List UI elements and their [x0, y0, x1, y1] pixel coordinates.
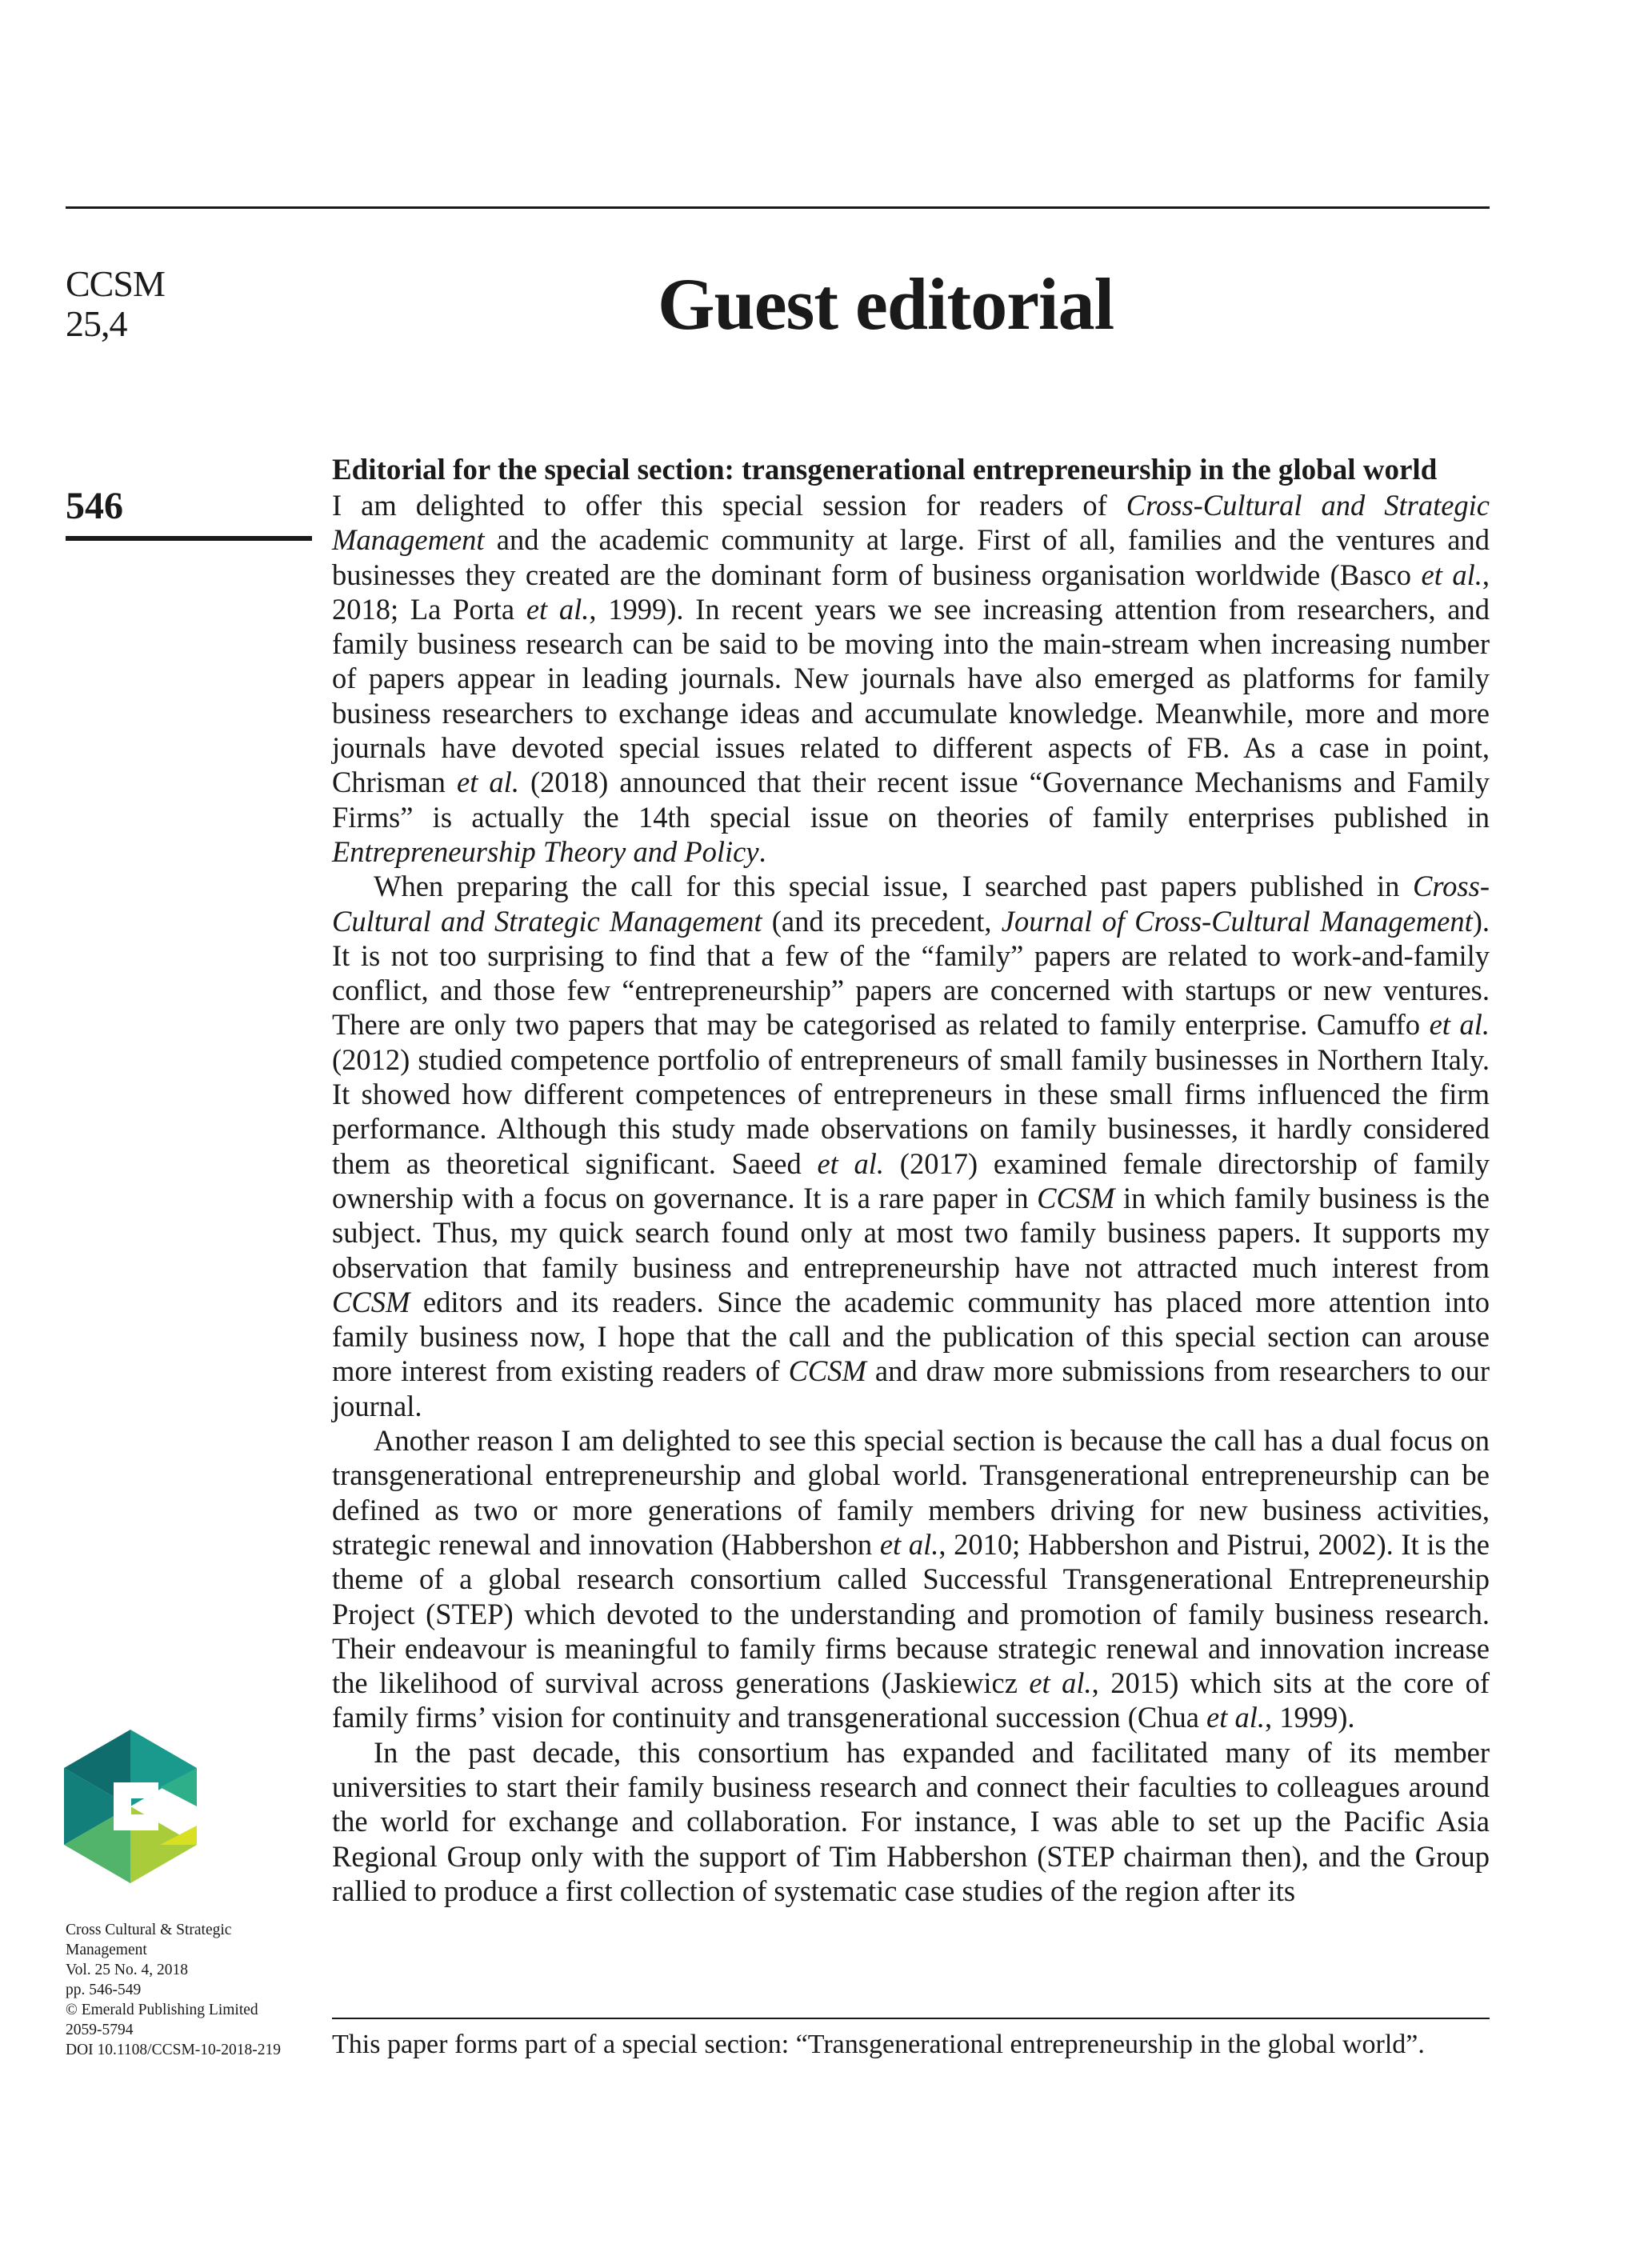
volume-issue: 25,4	[66, 303, 127, 344]
journal-code	[66, 264, 165, 344]
italic-run: Entrepreneurship Theory and Policy	[332, 834, 759, 868]
italic-run: et al.	[879, 1527, 939, 1561]
italic-run: et al.	[1029, 1666, 1092, 1700]
paragraph	[332, 1423, 1490, 1735]
text-run: , 1999). In recent years we see increasing attention from researchers, and family business research can be said to be moving into the main-stream when increasing number of papers appear in leading journals. New journals have also emerged as platforms for family business researchers to exchange ideas and accumulate knowledge. Meanwhile, more and more journals have devoted special issues related to different aspects of FB. As a case in point, Chrisman	[332, 592, 1490, 799]
page-range: pp. 546-549	[66, 1982, 142, 1998]
text-run: , 2010; Habbershon and Pistrui, 2002). It is the theme of a global research consortium called Successful Transgenerational Entrepreneurship Project (STEP) which devoted to the understanding and promotion of family business research. Their endeavour is meaningful to family firms because strategic renewal and innovation increase the likelihood of survival across generations (Jaskiewicz	[332, 1527, 1490, 1700]
journal-abbrev: CCSM	[66, 263, 165, 304]
text-run: (2017) examined female directorship of family ownership with a focus on governance. It is a rare paper in	[332, 1146, 1490, 1214]
body-text	[332, 488, 1490, 1908]
text-run: ). It is not too surprising to find that a few of the “family” papers are related to work-and-family conflict, and those few “entrepreneurship” papers are concerned with startups or new ventures. There are only two papers that may be categorised as related to family enterprise. Camuffo	[332, 904, 1490, 1042]
text-run: and draw more submissions from researchers to our journal.	[332, 1354, 1490, 1422]
text-run: .	[758, 834, 766, 868]
text-run: and the academic community at large. First of all, families and the ventures and businesses they created are the dominant form of business organisation worldwide (Basco	[332, 523, 1490, 591]
text-run: in which family business is the subject. Thus, my quick search found only at most two family business papers. It supports my observation that family business and entrepreneurship have not attracted much interest from	[332, 1181, 1490, 1284]
publisher: © Emerald Publishing Limited	[66, 2002, 258, 2018]
italic-run: et al.	[1429, 1008, 1490, 1042]
text-run: I am delighted to offer this special session for readers of	[332, 489, 1126, 522]
page-number: 546	[66, 485, 123, 527]
page-title: Guest editorial	[658, 263, 1114, 345]
italic-run: Cross-Cultural and Strategic Management	[332, 870, 1490, 938]
journal-meta	[66, 1920, 322, 2060]
journal-name-line1: Cross Cultural & Strategic	[66, 1922, 232, 1938]
italic-run: Journal of Cross-Cultural Management	[1001, 904, 1473, 938]
footnote: This paper forms part of a special section: “Transgenerational entrepreneurship in the global world”.	[332, 2030, 1425, 2059]
italic-run: Cross-Cultural and Strategic Management	[332, 489, 1490, 557]
issn: 2059-5794	[66, 2022, 134, 2038]
text-run: (2012) studied competence portfolio of entrepreneurs of small family businesses in Northern Italy. It showed how different competences of entrepreneurs in these small firms influenced the firm performance. Although this study made observations on family businesses, it hardly considered them as theoretical significant. Saeed	[332, 1042, 1490, 1180]
italic-run: et al.	[1421, 558, 1482, 591]
text-run: When preparing the call for this special issue, I searched past papers published in	[374, 870, 1413, 903]
paragraph	[332, 488, 1490, 869]
text-run: , 2018; La Porta	[332, 558, 1490, 626]
italic-run: CCSM	[1037, 1181, 1115, 1214]
logo-c-mark	[114, 1782, 158, 1830]
italic-run: et al.	[817, 1146, 885, 1180]
page-number-rule	[66, 536, 312, 541]
italic-run: CCSM	[788, 1354, 866, 1388]
text-run: In the past decade, this consortium has expanded and facilitated many of its member universities to start their family business research and connect their faculties to colleagues around the world for exchange and collaboration. For instance, I was able to set up the Pacific Asia Regional Group only with the support of Tim Habbershon (STEP chairman then), and the Group rallied to produce a first collection of systematic case studies of the region after its	[332, 1735, 1490, 1907]
text-run: (2018) announced that their recent issue “Governance Mechanisms and Family Firms” is actually the 14th special issue on theories of family enterprises published in	[332, 766, 1490, 834]
paragraph	[332, 1735, 1490, 1908]
footnote-rule	[332, 2018, 1490, 2019]
paragraph	[332, 869, 1490, 1423]
italic-run: CCSM	[332, 1285, 410, 1318]
journal-name-line2: Management	[66, 1942, 147, 1958]
emerald-logo-icon	[64, 1730, 197, 1883]
text-run: (and its precedent,	[762, 904, 1002, 938]
italic-run: et al.	[457, 766, 519, 799]
volume-info: Vol. 25 No. 4, 2018	[66, 1962, 188, 1978]
section-heading: Editorial for the special section: transgenerational entrepreneurship in the global world	[332, 454, 1438, 486]
doi: DOI 10.1108/CCSM-10-2018-219	[66, 2042, 282, 2058]
text-run: , 1999).	[1265, 1701, 1355, 1734]
top-rule	[66, 206, 1490, 209]
article-body	[332, 453, 1490, 1908]
text-run: editors and its readers. Since the academic community has placed more attention into family business now, I hope that the call and the publication of this special section can arouse more interest from existing readers of	[332, 1285, 1490, 1388]
italic-run: et al.	[526, 592, 590, 626]
text-run: , 2015) which sits at the core of family firms’ vision for continuity and transgenerational succession (Chua	[332, 1666, 1490, 1734]
text-run: Another reason I am delighted to see this special section is because the call has a dual focus on transgenerational entrepreneurship and global world. Transgenerational entrepreneurship can be defined as two or more generations of family members driving for new business activities, strategic renewal and innovation (Habbershon	[332, 1424, 1490, 1561]
italic-run: et al.	[1206, 1701, 1266, 1734]
